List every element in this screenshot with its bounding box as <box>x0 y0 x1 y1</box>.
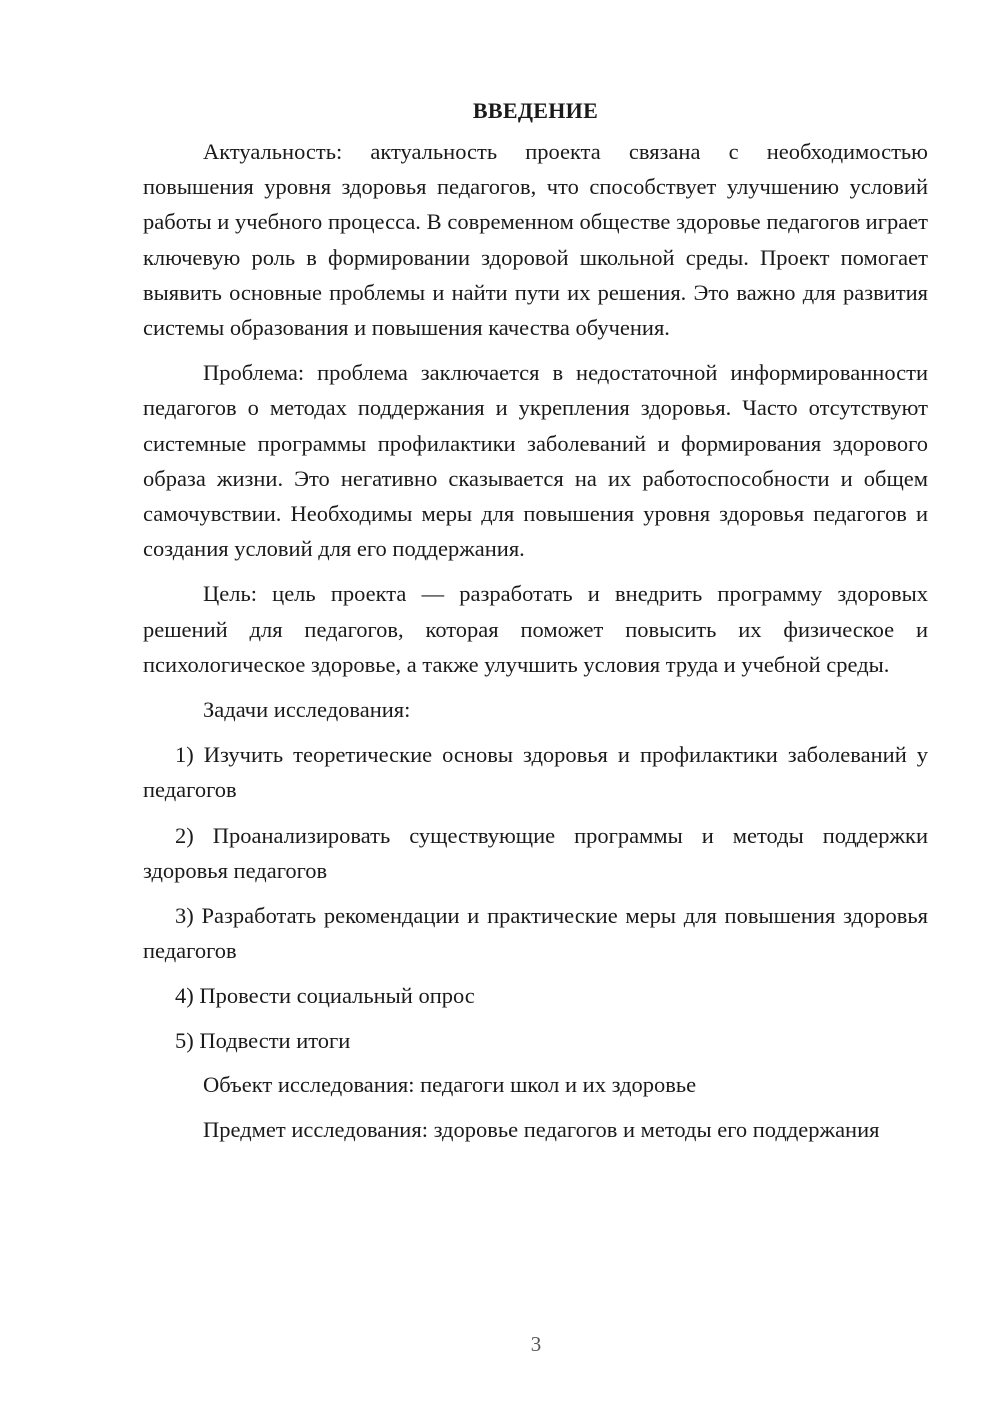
goal-paragraph: Цель: цель проекта — разработать и внедрить программу здоровых решений для педагогов, которая поможет повысить их физическое и психологическое здоровье, а также улучшить условия труда и учебной среды. <box>143 581 928 677</box>
task-item: 1) Изучить теоретические основы здоровья и профилактики заболеваний у педагогов <box>143 742 928 803</box>
task-item: 5) Подвести итоги <box>175 1027 351 1053</box>
object-paragraph: Объект исследования: педагоги школ и их здоровье <box>203 1071 697 1097</box>
document-body <box>143 96 928 1157</box>
subject-paragraph: Предмет исследования: здоровье педагогов и методы его поддержания <box>203 1117 880 1143</box>
section-title: ВВЕДЕНИЕ <box>472 98 599 123</box>
relevance-paragraph: Актуальность: актуальность проекта связана с необходимостью повышения уровня здоровья педагогов, что способствует улучшению условий работы и учебного процесса. В современном обществе здоровье педагогов играет ключевую роль в формировании здоровой школьной среды. Проект помогает выявить основные проблемы и найти пути их решения. Это важно для развития системы образования и повышения качества обучения. <box>143 139 928 341</box>
page-number: 3 <box>530 1332 542 1356</box>
task-item: 4) Провести социальный опрос <box>175 983 475 1009</box>
task-item: 3) Разработать рекомендации и практические меры для повышения здоровья педагогов <box>143 903 928 964</box>
task-item: 2) Проанализировать существующие программы и методы поддержки здоровья педагогов <box>143 822 928 883</box>
tasks-heading: Задачи исследования: <box>203 697 411 723</box>
problem-paragraph: Проблема: проблема заключается в недостаточной информированности педагогов о методах поддержания и укрепления здоровья. Часто отсутствуют системные программы профилактики заболеваний и формирования здорового образа жизни. Это негативно сказывается на их работоспособности и общем самочувствии. Необходимы меры для повышения уровня здоровья педагогов и создания условий для его поддержания. <box>143 360 928 562</box>
